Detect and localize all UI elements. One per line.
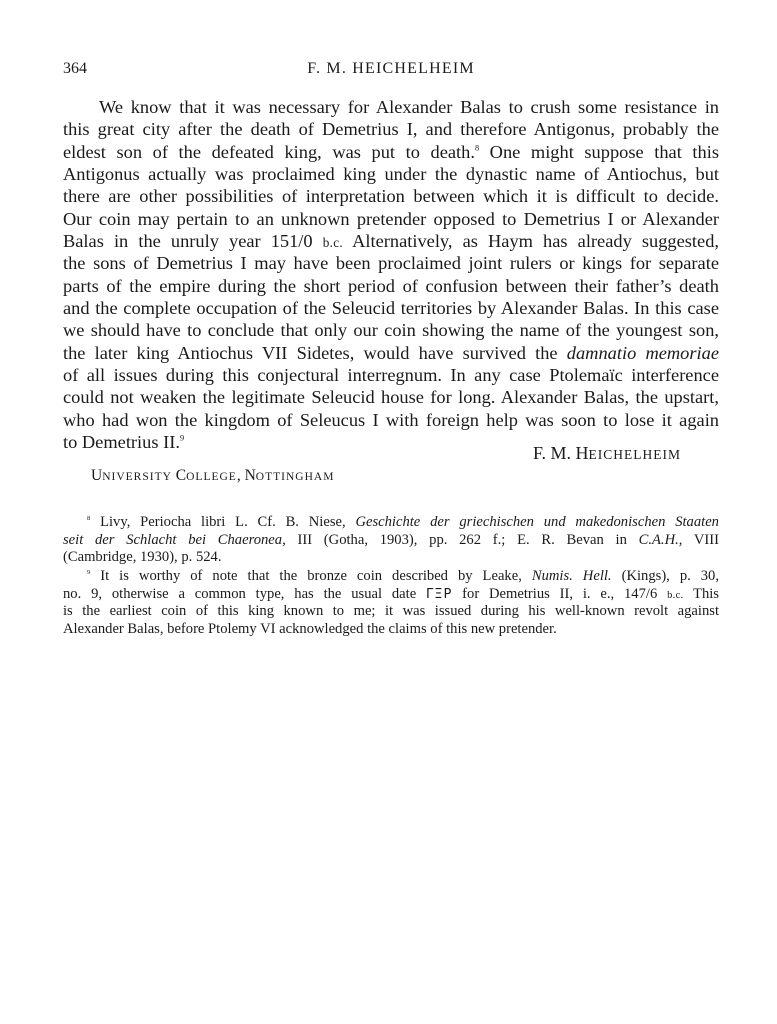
text-line: there are other possibilities of interpretation between which it is difficult to decide. <box>63 186 719 207</box>
small-caps-bc: b.c. <box>667 589 684 601</box>
running-head: F. M. HEICHELHEIM <box>307 60 475 77</box>
text-span: (Kings), p. 30, <box>611 568 720 585</box>
signature-rest: EICHELHEIM <box>588 447 681 462</box>
footnote-8-line <box>63 514 719 532</box>
text-span: This <box>683 585 719 602</box>
footnote-9-line: is the earliest coin of this king known to me; it was issued during his well-known revolt against <box>63 603 719 620</box>
signature-initials: F. M. H <box>532 443 589 463</box>
footnote-9-line <box>63 586 719 604</box>
text-line: parts of the empire during the short period of confusion between their father’s death <box>63 275 719 296</box>
text-span: to Demetrius II. <box>63 432 180 453</box>
text-line <box>63 342 719 364</box>
page-number: 364 <box>63 60 87 77</box>
italic-title: Geschichte der griechischen und makedonischen Staaten <box>355 514 719 530</box>
italic-title: seit der Schlacht bei Chaeronea, <box>63 531 286 548</box>
text-span: One might suppose that this <box>479 141 719 162</box>
footnote-9-line <box>63 568 719 586</box>
text-line <box>63 141 719 163</box>
footnote-ref-9: 9 <box>179 433 185 443</box>
text-line: the sons of Demetrius I may have been proclaimed joint rulers or kings for separate <box>63 253 719 274</box>
footnote-8-line: (Cambridge, 1930), p. 524. <box>63 549 222 566</box>
text-line: We know that it was necessary for Alexander Balas to crush some resistance in <box>99 97 719 117</box>
text-line: who had won the kingdom of Seleucus I with foreign help was soon to lose it again <box>63 409 719 430</box>
text-line: of all issues during this conjectural interregnum. In any case Ptolemaïc interference <box>63 365 719 386</box>
footnote-9-line: Alexander Balas, before Ptolemy VI acknowledged the claims of this new pretender. <box>63 621 557 638</box>
footnote-mark-9: 9 <box>87 569 91 577</box>
text-line: this great city after the death of Demetrius I, and therefore Antigonus, probably the <box>63 119 719 140</box>
text-span: It is worthy of note that the bronze coin described by Leake, <box>90 568 532 585</box>
footnotes <box>63 514 719 639</box>
text-line: Antigonus actually was proclaimed king under the dynastic name of Antiochus, but <box>63 164 719 185</box>
text-span: the later king Antiochus VII Sidetes, would have survived the <box>63 342 567 363</box>
text-line: we should have to conclude that only our coin showing the name of the youngest son, <box>63 320 719 341</box>
small-caps-bc: b.c. <box>322 235 344 251</box>
italic-title: Numis. Hell. <box>531 568 612 585</box>
affiliation-part: OLLEGE <box>186 471 237 483</box>
affiliation-part: , N <box>236 467 256 484</box>
greek-date: ΓΞΡ <box>426 586 453 602</box>
italic-title: C.A.H., <box>638 531 683 548</box>
text-span: III (Gotha, 1903), pp. 262 f.; E. R. Bevan in <box>285 531 639 548</box>
author-signature <box>533 443 681 464</box>
text-line: and the complete occupation of the Seleucid territories by Alexander Balas. In this case <box>63 298 719 319</box>
text-span: Balas in the unruly year 151/0 <box>63 231 323 252</box>
text-line <box>63 230 719 252</box>
text-span: VIII <box>682 531 720 548</box>
text-line: Our coin may pertain to an unknown pretender opposed to Demetrius I or Alexander <box>63 208 719 229</box>
affiliation-part: OTTINGHAM <box>255 471 335 483</box>
text-span: eldest son of the defeated king, was put to death. <box>63 141 475 162</box>
footnote-8-line <box>63 532 719 550</box>
body-paragraph <box>63 96 719 454</box>
text-span: Livy, Periocha libri L. Cf. B. Niese, <box>90 514 356 530</box>
affiliation-part: C <box>171 467 187 484</box>
author-affiliation <box>91 467 334 485</box>
footnote-mark-8: 8 <box>87 515 91 523</box>
text-span: no. 9, otherwise a common type, has the usual date <box>63 585 427 602</box>
affiliation-part: U <box>91 467 103 484</box>
affiliation-part: NIVERSITY <box>102 471 172 483</box>
text-span: Alternatively, as Haym has already suggested, <box>343 231 719 252</box>
footnote-ref-8: 8 <box>474 143 480 153</box>
text-line: could not weaken the legitimate Seleucid house for long. Alexander Balas, the upstart, <box>63 387 719 408</box>
page-header <box>63 60 719 84</box>
text-span: for Demetrius II, i. e., 147/6 <box>452 585 668 602</box>
italic-term: damnatio memoriae <box>566 342 719 363</box>
